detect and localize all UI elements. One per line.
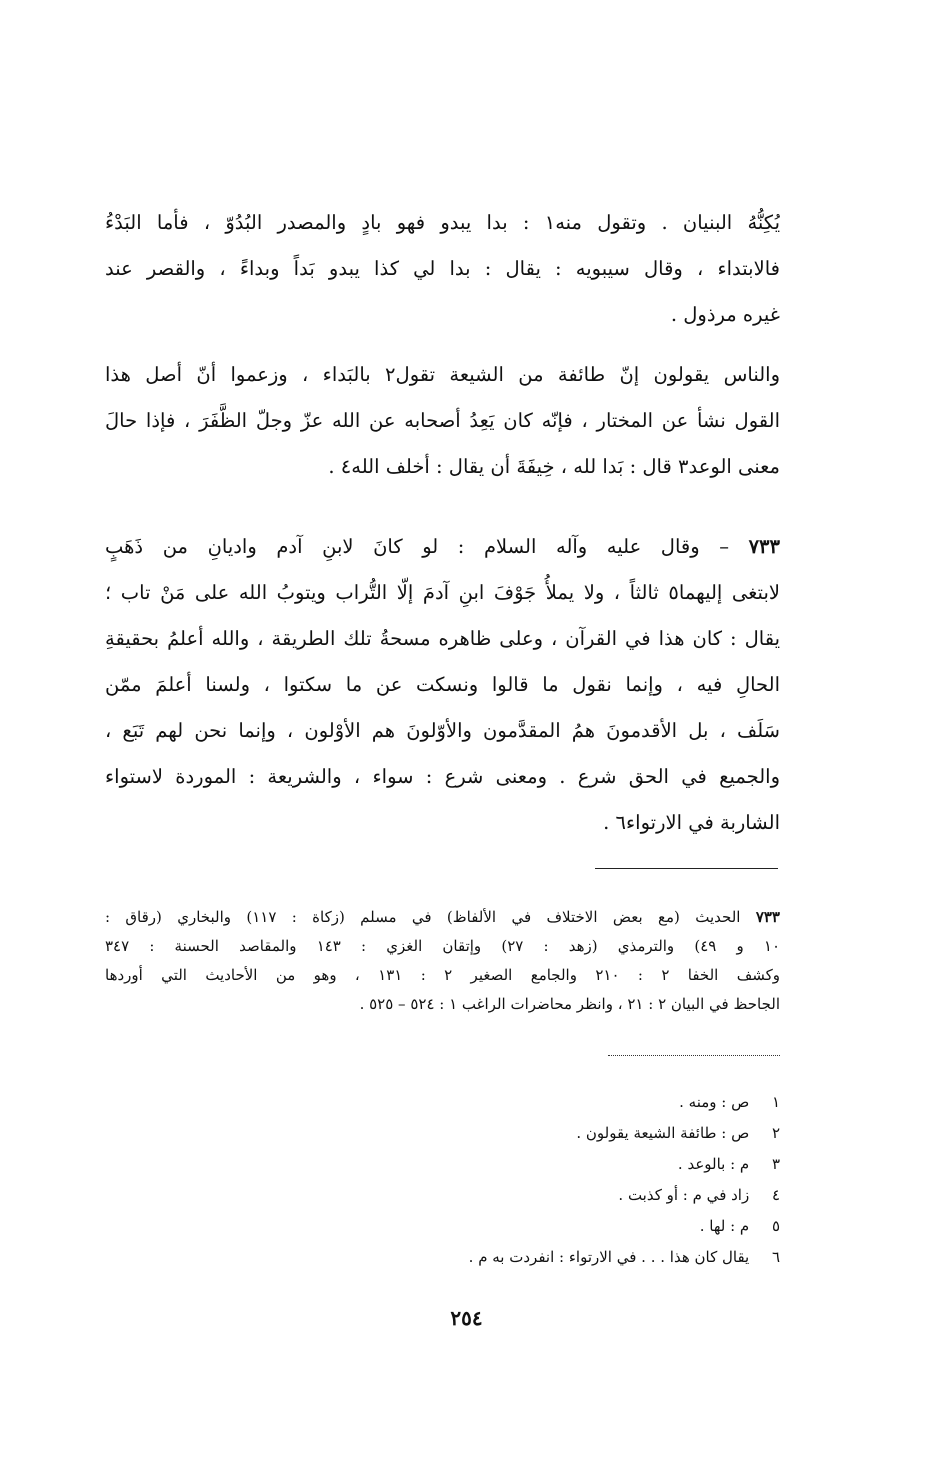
paragraph-3-line: الشاربة في الارتواء٦ . <box>603 811 780 834</box>
paragraph-2-line: والناس يقولون إنّ طائفة من الشيعة تقول٢ بالبَداء ، وزعموا أنّ أصل هذا <box>105 363 780 386</box>
paragraph-3-line: والجميع في الحق شرع . ومعنى شرع : سواء ، والشريعة : الموردة لاستواء <box>105 765 780 788</box>
page-number: ٢٥٤ <box>450 1306 483 1330</box>
entry-number: ٧٣٣ <box>748 535 780 558</box>
footnote-item <box>300 1180 780 1211</box>
footnotes-list <box>300 1087 780 1273</box>
footnote-item <box>300 1118 780 1149</box>
footnote-text: يقال كان هذا . . . في الارتواء : انفردت به م . <box>468 1248 750 1266</box>
footnote-text: م : بالوعد . <box>677 1155 750 1173</box>
source-note-line: الجاحظ في البيان ٢ : ٢١ ، وانظر محاضرات الراغب ١ : ٥٢٤ – ٥٢٥ . <box>359 995 780 1013</box>
paragraph-2-line: القول نشأ عن المختار ، فإنّه كان يَعِدُ أصحابه عن الله عزّ وجلّ الظَّفَرَ ، فإذا حالَ <box>105 409 780 432</box>
source-note-line: ١٠ و ٤٩) والترمذي (زهد : ٢٧) وإتقان الغزي : ١٤٣ والمقاصد الحسنة : ٣٤٧ <box>105 937 780 955</box>
paragraph-1-line: فالابتداء ، وقال سيبويه : يقال : بدا لي كذا يبدو بَداً وبداءً ، والقصر عند <box>105 257 780 280</box>
paragraph-3-line: لابتغى إليهما٥ ثالثاً ، ولا يملأُ جَوْفَ ابنِ آدمَ إلّا التُّراب ويتوبُ الله على مَنْ تاب ؛ <box>105 581 780 604</box>
footnote-number: ٦ <box>771 1248 780 1266</box>
footnote-text: ص : ومنه . <box>679 1093 750 1111</box>
footnote-number: ١ <box>771 1093 780 1111</box>
footnote-item <box>300 1149 780 1180</box>
footnote-number: ٢ <box>771 1124 780 1142</box>
paragraph-1-line: يُكِنُّهُ البنيان . وتقول منه١ : بدا يبدو فهو بادٍ والمصدر البُدُوّ ، فأما البَدْءُ <box>105 211 780 234</box>
footnote-text: م : لها . <box>699 1217 750 1235</box>
paragraph-2 <box>105 352 780 490</box>
source-note <box>105 903 780 1019</box>
paragraph-1 <box>105 200 780 338</box>
paragraph-3 <box>105 524 780 846</box>
footnote-item <box>300 1242 780 1273</box>
footnote-number: ٣ <box>771 1155 780 1173</box>
footnote-number: ٤ <box>771 1186 780 1204</box>
footnote-text: زاد في م : أو كذبت . <box>618 1186 750 1204</box>
paragraph-3-line: الحالِ فيه ، وإنما نقول ما قالوا ونسكت عن ما سكتوا ، ولسنا أعلمَ ممّن <box>105 673 780 696</box>
footnote-text: ص : طائفة الشيعة يقولون . <box>576 1124 750 1142</box>
paragraph-2-line: معنى الوعد٣ قال : بَدا لله ، خِيفَةَ أن يقال : أخلف الله٤ . <box>328 455 780 478</box>
paragraph-1-line: غيره مرذول . <box>670 303 780 326</box>
footnotes-dotted-rule <box>608 1055 780 1056</box>
footnote-item <box>300 1087 780 1118</box>
source-note-first-line <box>105 903 780 932</box>
footnote-item <box>300 1211 780 1242</box>
paragraph-3-line: سَلَف ، بل الأقدمونَ همُ المقدَّمون والأوّلونَ هم الأوْلون ، وإنما نحن لهم تَبَع ، <box>105 719 780 742</box>
footnote-separator-rule <box>595 868 778 869</box>
source-note-line: وكشف الخفا ٢ : ٢١٠ والجامع الصغير ٢ : ١٣١ ، وهو من الأحاديث التي أوردها <box>105 966 780 984</box>
source-note-line: الحديث (مع بعض الاختلاف في الألفاظ) في مسلم (زكاة : ١١٧) والبخاري (رقاق : <box>105 908 741 926</box>
source-note-number: ٧٣٣ <box>755 908 780 926</box>
paragraph-3-first-line <box>105 524 780 570</box>
paragraph-3-line: يقال : كان هذا في القرآن ، وعلى ظاهره مسحةُ تلك الطريقة ، والله أعلمُ بحقيقةِ <box>105 627 780 650</box>
paragraph-3-line: – وقال عليه وآله السلام : لو كانَ لابنِ آدم واديانِ من ذَهَبٍ <box>105 535 729 558</box>
footnote-number: ٥ <box>771 1217 780 1235</box>
